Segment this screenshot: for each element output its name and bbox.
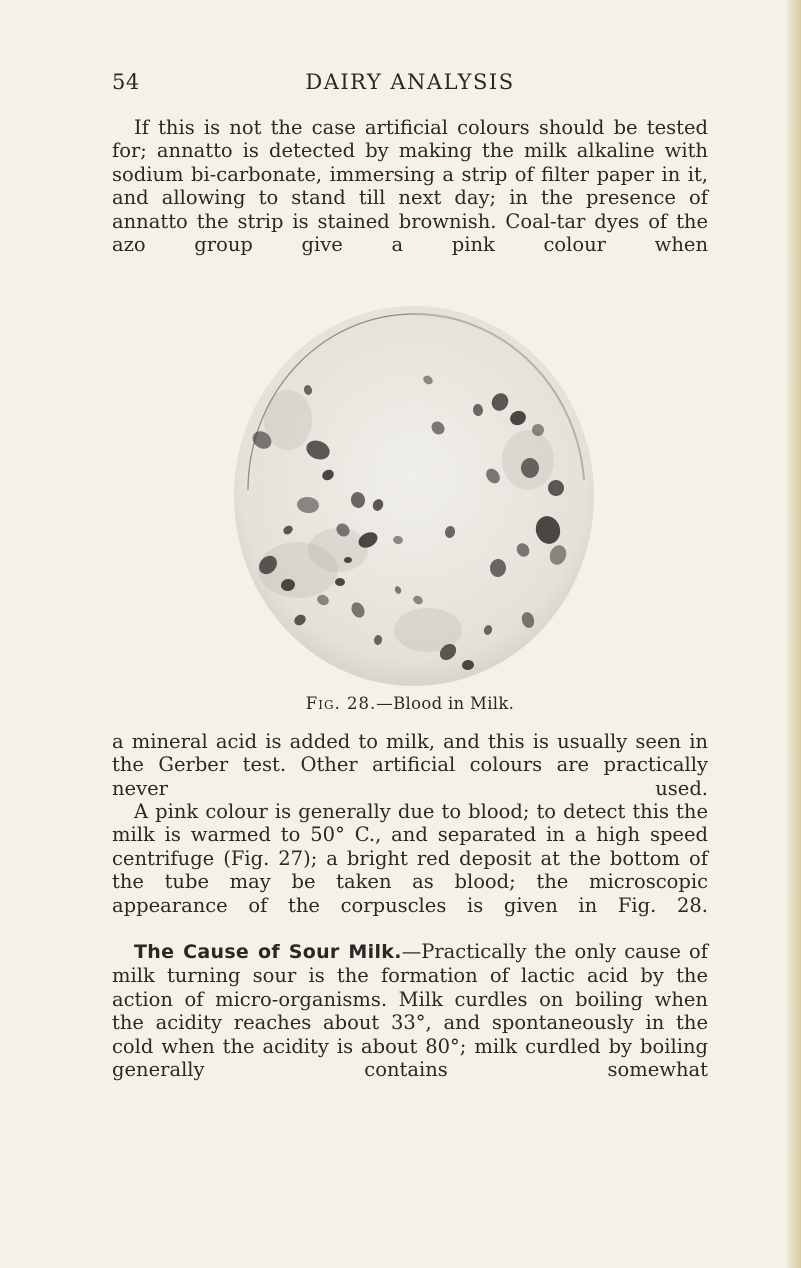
section-heading-sour-milk: The Cause of Sour Milk. bbox=[134, 941, 402, 963]
page-edge bbox=[787, 0, 801, 1268]
figure-caption bbox=[112, 694, 708, 713]
micrograph-illustration bbox=[228, 300, 600, 692]
paragraph-text: If this is not the case artificial colours should be tested for; annatto is detected by making the milk alkaline with sodium bi-carbonate, immersing a strip of filter paper in it, and allowing to stand till next day; in the presence of annatto the strip is stained brownish. Coal-tar dyes of the azo group give a pink colour when bbox=[112, 116, 708, 257]
figure-label: Fig. 28. bbox=[305, 694, 377, 713]
paragraph-text: a mineral acid is added to milk, and this is usually seen in the Gerber test. Other artificial colours are practically never used. bbox=[112, 730, 708, 800]
page-number: 54 bbox=[112, 70, 140, 94]
paragraph-azo-continuation bbox=[112, 730, 708, 800]
page-header bbox=[112, 70, 708, 104]
paragraph-sour-milk bbox=[112, 940, 708, 1081]
running-head: DAIRY ANALYSIS bbox=[305, 70, 515, 94]
blood-corpuscle bbox=[251, 366, 265, 378]
figure-blood-in-milk bbox=[228, 300, 600, 692]
paragraph-blood-detection bbox=[112, 800, 708, 917]
paragraph-text: —Practically the only cause of milk turning sour is the formation of lactic acid by the action of micro-organisms. Milk curdles on boiling when the acidity reaches about 33°, and spontaneously in the cold when the acidity is about 80°; milk curdled by boiling generally contains somewhat bbox=[112, 940, 708, 1082]
figure-caption-text: —Blood in Milk. bbox=[376, 694, 515, 713]
paragraph-text: A pink colour is generally due to blood; to detect this the milk is warmed to 50° C., and separated in a high speed centrifuge (Fig. 27); a bright red deposit at the bottom of the tube may be taken as blood; the microscopic appearance of the corpuscles is given in Fig. 28. bbox=[112, 800, 708, 917]
paragraph-artificial-colours bbox=[112, 116, 708, 256]
